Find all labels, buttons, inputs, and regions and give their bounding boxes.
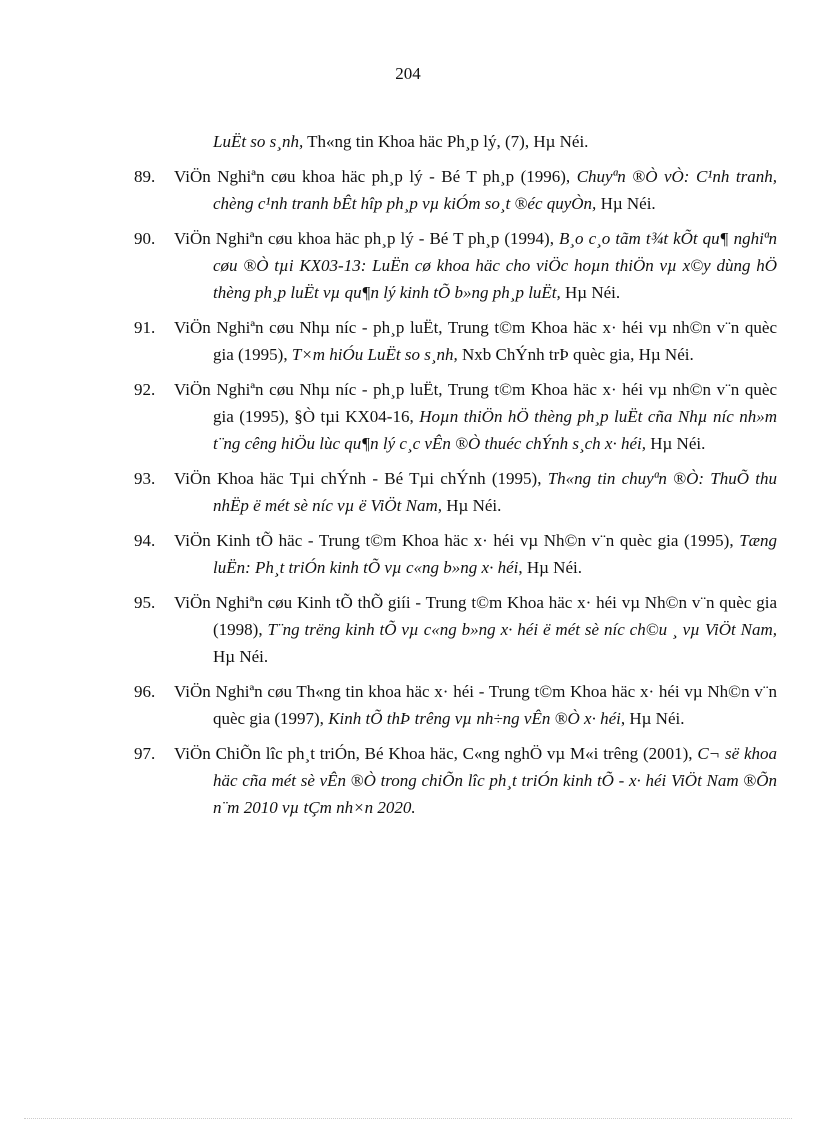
continuation-italic: LuËt so s¸nh, xyxy=(213,132,304,151)
reference-text xyxy=(174,225,777,306)
reference-item xyxy=(0,163,816,217)
reference-title: C¬ së khoa häc cña mét sè vÊn ®Ò trong chiÕn lîc ph¸t triÓn kinh tÕ - x· héi ViÖt Nam ®Õn n¨m 2010 vµ tÇm nh×n 2020. xyxy=(213,744,777,817)
reference-item xyxy=(0,314,816,368)
reference-list xyxy=(0,128,816,829)
reference-tail: Hµ Néi. xyxy=(442,496,502,515)
page-bottom-rule xyxy=(24,1118,792,1119)
reference-item xyxy=(0,225,816,306)
reference-title: Kinh tÕ thÞ trêng vµ nh÷ng vÊn ®Ò x· héi xyxy=(328,709,621,728)
reference-title: Th«ng tin chuyªn ®Ò: ThuÕ thu nhËp ë mét sè níc vµ ë ViÖt Nam, xyxy=(213,469,778,515)
reference-author: ViÖn Kinh tÕ häc - Trung t©m Khoa häc x· héi vµ Nh©n v¨n quèc gia (1995), xyxy=(174,531,740,550)
reference-text xyxy=(174,527,777,581)
reference-text xyxy=(174,376,777,457)
reference-title: Chuyªn ®Ò vÒ: C¹nh tranh, chèng c¹nh tranh bÊt hîp ph¸p vµ kiÓm so¸t ®éc quyÒn, xyxy=(213,167,778,213)
reference-author: ViÖn Khoa häc Tµi chÝnh - Bé Tµi chÝnh (1995), xyxy=(174,469,548,488)
reference-title: B¸o c¸o tãm t¾t kÕt qu¶ nghiªn cøu ®Ò tµi KX03-13: LuËn cø khoa häc cho viÖc hoµn thiÖn vµ x©y dùng hÖ thèng ph¸p luËt vµ qu¶n lý kinh tÕ b»ng ph¸p luËt, xyxy=(213,229,778,302)
reference-author: ViÖn Nghiªn cøu Nhµ níc - ph¸p luËt, Trung t©m Khoa häc x· héi vµ nh©n v¨n quèc gia (1995), §Ò tµi KX04-16, xyxy=(174,380,777,426)
reference-text xyxy=(174,740,777,821)
reference-tail: Hµ Néi. xyxy=(645,434,706,453)
reference-number: 89. xyxy=(134,167,156,186)
reference-title: Hoµn thiÖn hÖ thèng ph¸p luËt cña Nhµ níc nh»m t¨ng cêng hiÖu lùc qu¶n lý c¸c vÊn ®Ò thuéc chÝnh s¸ch x· héi, xyxy=(213,407,777,453)
page-number: 204 xyxy=(395,64,421,83)
reference-author: ViÖn Nghiªn cøu Kinh tÕ thÕ giíi - Trung t©m Khoa häc x· héi vµ Nh©n v¨n quèc gia (1998), xyxy=(174,593,777,639)
reference-tail: Nxb ChÝnh trÞ quèc gia, Hµ Néi. xyxy=(457,345,694,364)
reference-item xyxy=(0,740,816,821)
reference-title: Tæng luËn: Ph¸t triÓn kinh tÕ vµ c«ng b»ng x· héi xyxy=(213,531,777,577)
reference-item xyxy=(0,376,816,457)
reference-text xyxy=(174,465,777,519)
reference-text xyxy=(174,314,777,368)
reference-number: 92. xyxy=(134,380,156,399)
reference-item xyxy=(0,678,816,732)
reference-title: T¨ng trëng kinh tÕ vµ c«ng b»ng x· héi ë mét sè níc ch©u ¸ vµ ViÖt Nam, xyxy=(267,620,777,639)
reference-tail: Hµ Néi. xyxy=(596,194,656,213)
reference-author: ViÖn Nghiªn cøu khoa häc ph¸p lý - Bé T ph¸p (1996), xyxy=(174,167,577,186)
reference-number: 97. xyxy=(134,744,156,763)
reference-tail: Hµ Néi. xyxy=(213,647,269,666)
reference-item xyxy=(0,589,816,670)
reference-continuation xyxy=(213,128,738,155)
reference-item xyxy=(0,527,816,581)
reference-author: ViÖn Nghiªn cøu Th«ng tin khoa häc x· héi - Trung t©m Khoa häc x· héi vµ Nh©n v¨n quèc gia (1997), xyxy=(174,682,777,728)
reference-number: 93. xyxy=(134,469,156,488)
reference-tail: , Hµ Néi. xyxy=(518,558,582,577)
reference-tail: Hµ Néi. xyxy=(560,283,621,302)
reference-number: 90. xyxy=(134,229,156,248)
reference-title: T×m hiÓu LuËt so s¸nh, xyxy=(291,345,458,364)
continuation-text: Th«ng tin Khoa häc Ph¸p lý, (7), Hµ Néi. xyxy=(303,132,589,151)
reference-number: 95. xyxy=(134,593,156,612)
reference-text xyxy=(174,163,777,217)
reference-author: ViÖn ChiÕn lîc ph¸t triÓn, Bé Khoa häc, C«ng nghÖ vµ M«i trêng (2001), xyxy=(174,744,698,763)
reference-author: ViÖn Nghiªn cøu Nhµ níc - ph¸p luËt, Trung t©m Khoa häc x· héi vµ nh©n v¨n quèc gia (1995), xyxy=(174,318,777,364)
reference-text xyxy=(174,589,777,670)
reference-tail: , Hµ Néi. xyxy=(620,709,685,728)
reference-number: 91. xyxy=(134,318,156,337)
reference-item xyxy=(0,465,816,519)
reference-number: 94. xyxy=(134,531,156,550)
reference-author: ViÖn Nghiªn cøu khoa häc ph¸p lý - Bé T ph¸p (1994), xyxy=(174,229,559,248)
reference-text xyxy=(174,678,777,732)
reference-number: 96. xyxy=(134,682,156,701)
